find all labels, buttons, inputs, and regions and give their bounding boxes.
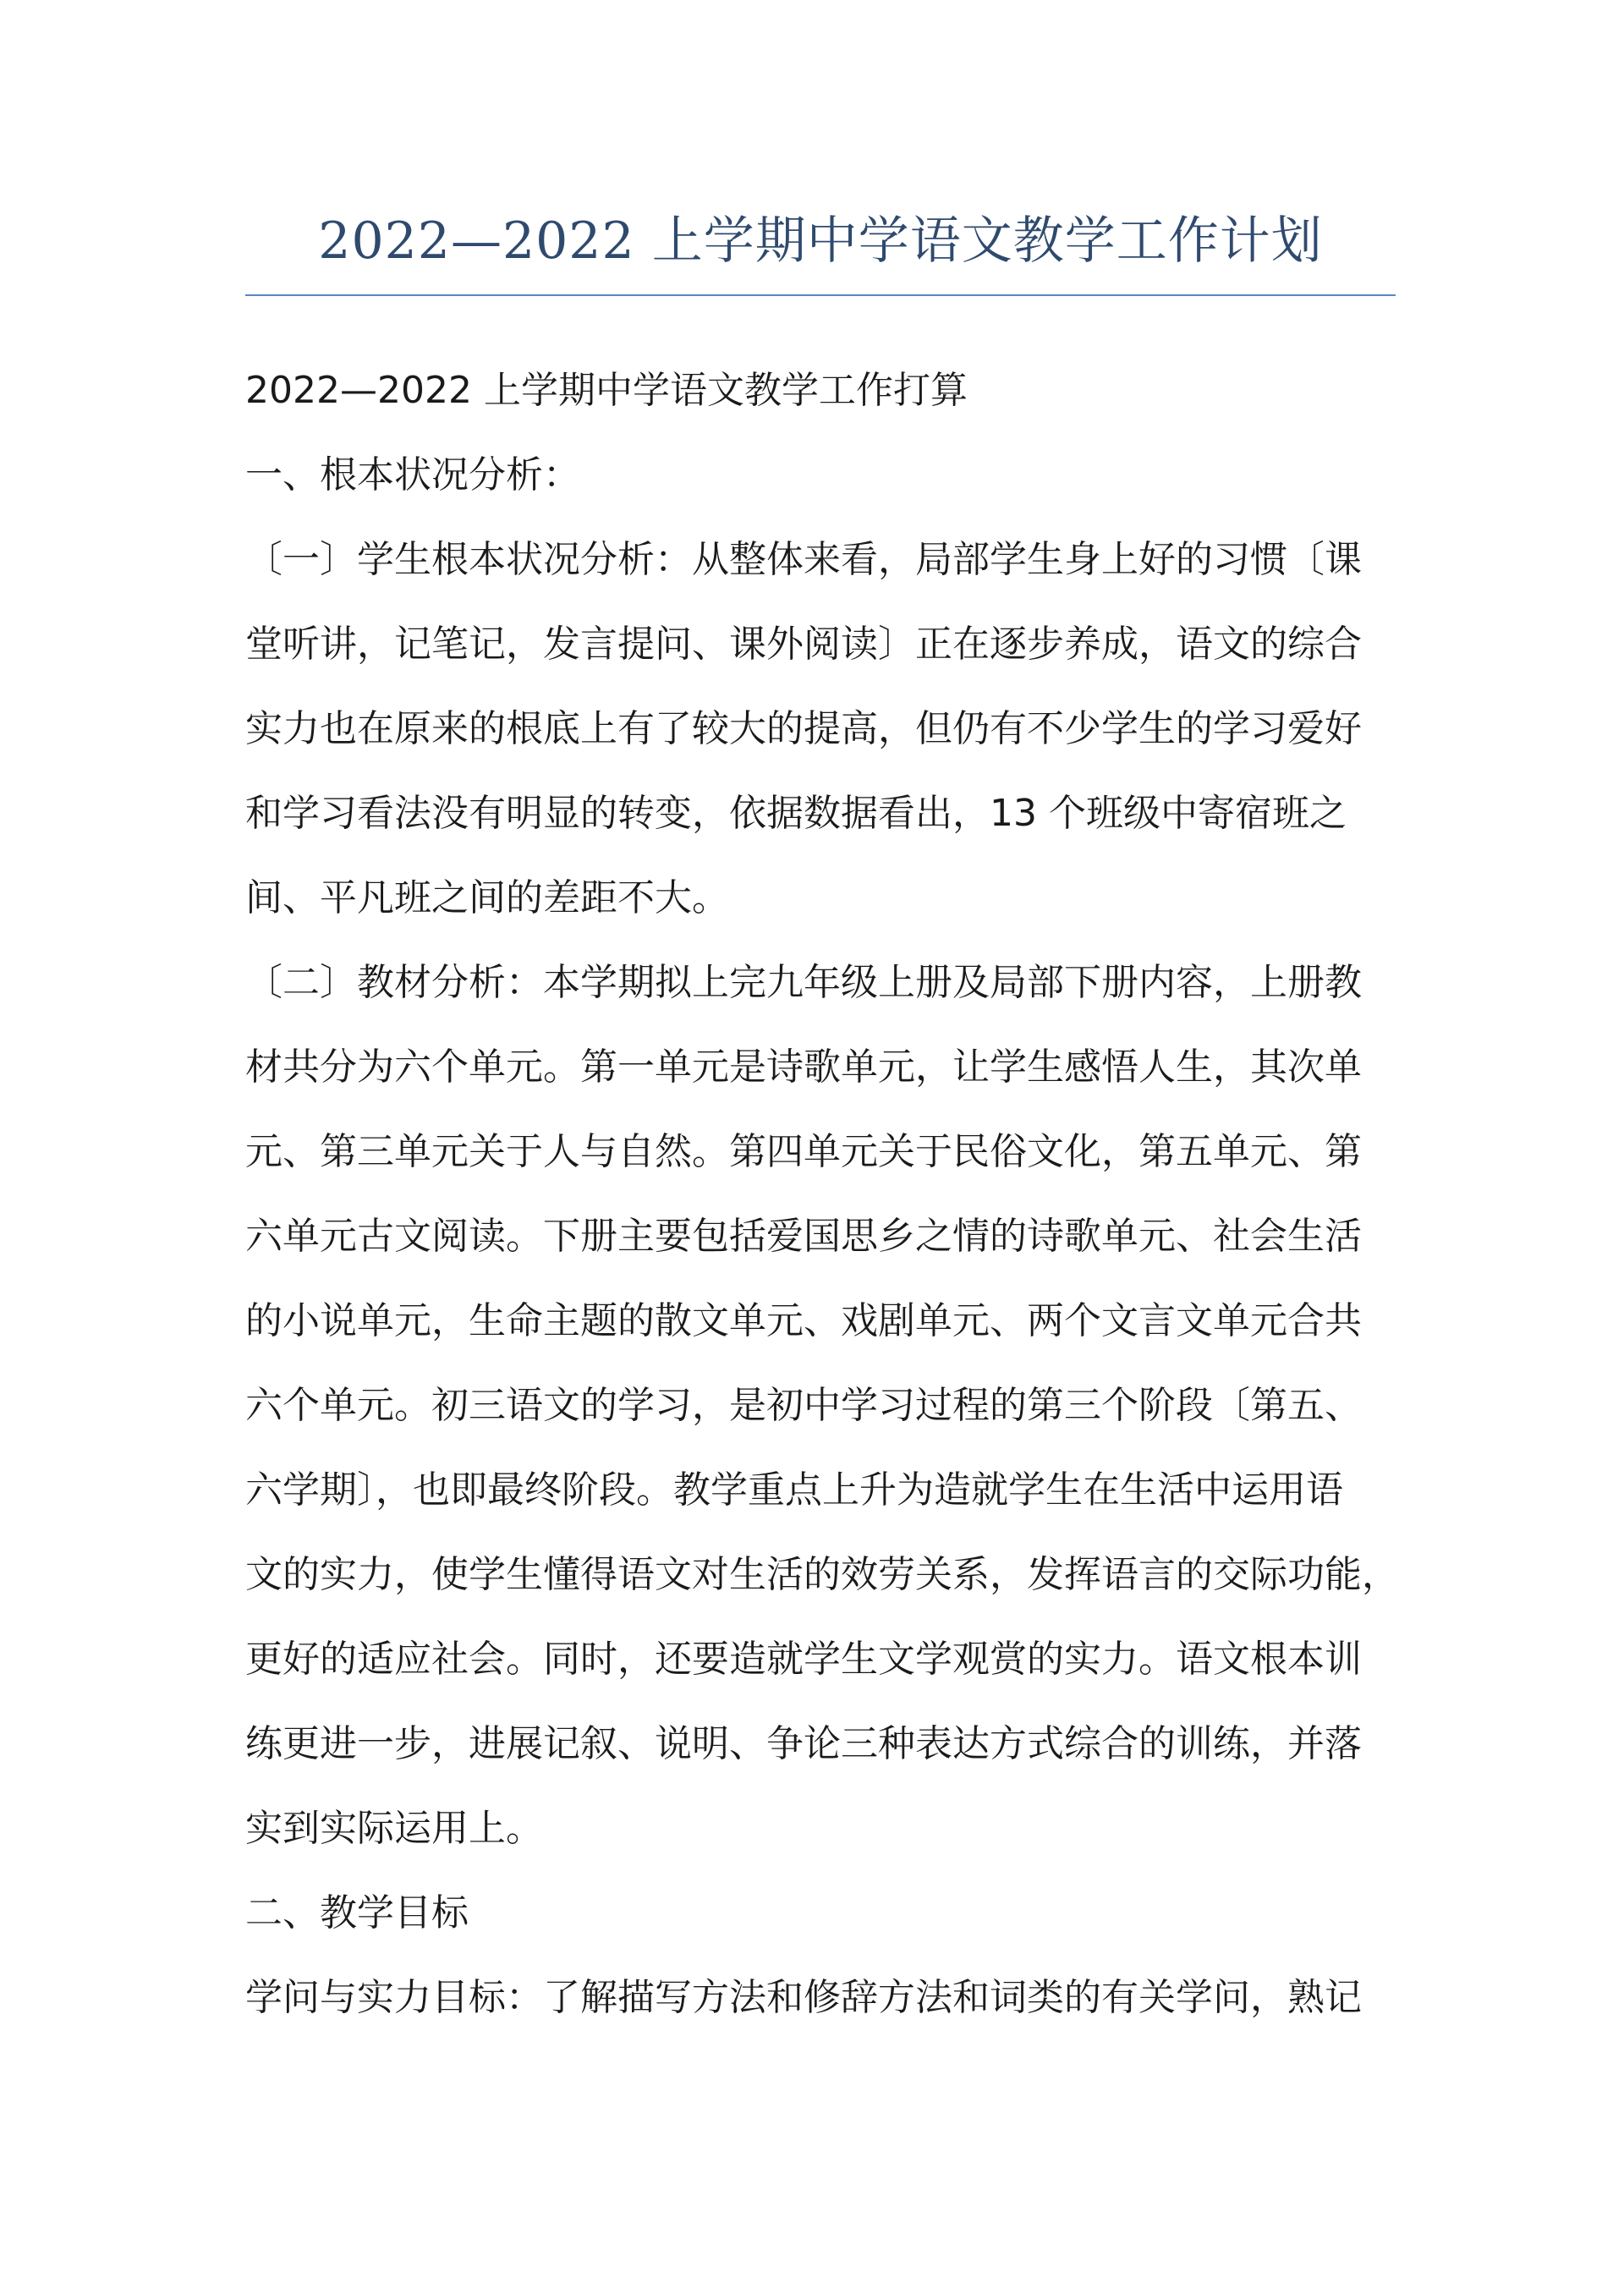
text-line: 的小说单元，生命主题的散文单元、戏剧单元、两个文言文单元合共 xyxy=(245,1299,1362,1342)
title-underline xyxy=(245,294,1396,296)
text-line-heading: 2022—2022 上学期中学语文教学工作打算 xyxy=(245,369,968,412)
text-line: 堂听讲，记笔记，发言提问、课外阅读〕正在逐步养成，语文的综合 xyxy=(245,623,1362,666)
text-line: 间、平凡班之间的差距不大。 xyxy=(245,876,729,919)
text-line: 文的实力，使学生懂得语文对生活的效劳关系，发挥语言的交际功能， xyxy=(245,1553,1399,1596)
document-body xyxy=(245,348,1399,2040)
text-line: 〔二〕教材分析：本学期拟上完九年级上册及局部下册内容，上册教 xyxy=(245,961,1362,1004)
text-line: 练更进一步，进展记叙、说明、争论三种表达方式综合的训练，并落 xyxy=(245,1722,1362,1765)
text-line: 更好的适应社会。同时，还要造就学生文学观赏的实力。语文根本训 xyxy=(245,1638,1362,1681)
text-line: 〔一〕学生根本状况分析：从整体来看，局部学生身上好的习惯〔课 xyxy=(245,538,1362,581)
text-line: 材共分为六个单元。第一单元是诗歌单元，让学生感悟人生，其次单 xyxy=(245,1045,1362,1089)
document-title: 2022—2022 上学期中学语文教学工作计划 xyxy=(318,211,1323,271)
text-line: 实力也在原来的根底上有了较大的提高，但仍有不少学生的学习爱好 xyxy=(245,707,1362,750)
text-line: 实到实际运用上。 xyxy=(245,1807,543,1850)
text-line: 六个单元。初三语文的学习，是初中学习过程的第三个阶段〔第五、 xyxy=(245,1384,1362,1427)
text-line: 六学期〕，也即最终阶段。教学重点上升为造就学生在生活中运用语 xyxy=(245,1468,1343,1512)
text-line: 学问与实力目标：了解描写方法和修辞方法和词类的有关学问，熟记 xyxy=(245,1976,1362,2019)
section-heading-2: 二、教学目标 xyxy=(245,1891,469,1935)
section-heading-1: 一、根本状况分析： xyxy=(245,453,580,497)
text-line: 六单元古文阅读。下册主要包括爱国思乡之情的诗歌单元、社会生活 xyxy=(245,1215,1362,1258)
text-line: 和学习看法没有明显的转变，依据数据看出，13 个班级中寄宿班之 xyxy=(245,792,1347,835)
text-line: 元、第三单元关于人与自然。第四单元关于民俗文化，第五单元、第 xyxy=(245,1130,1362,1173)
